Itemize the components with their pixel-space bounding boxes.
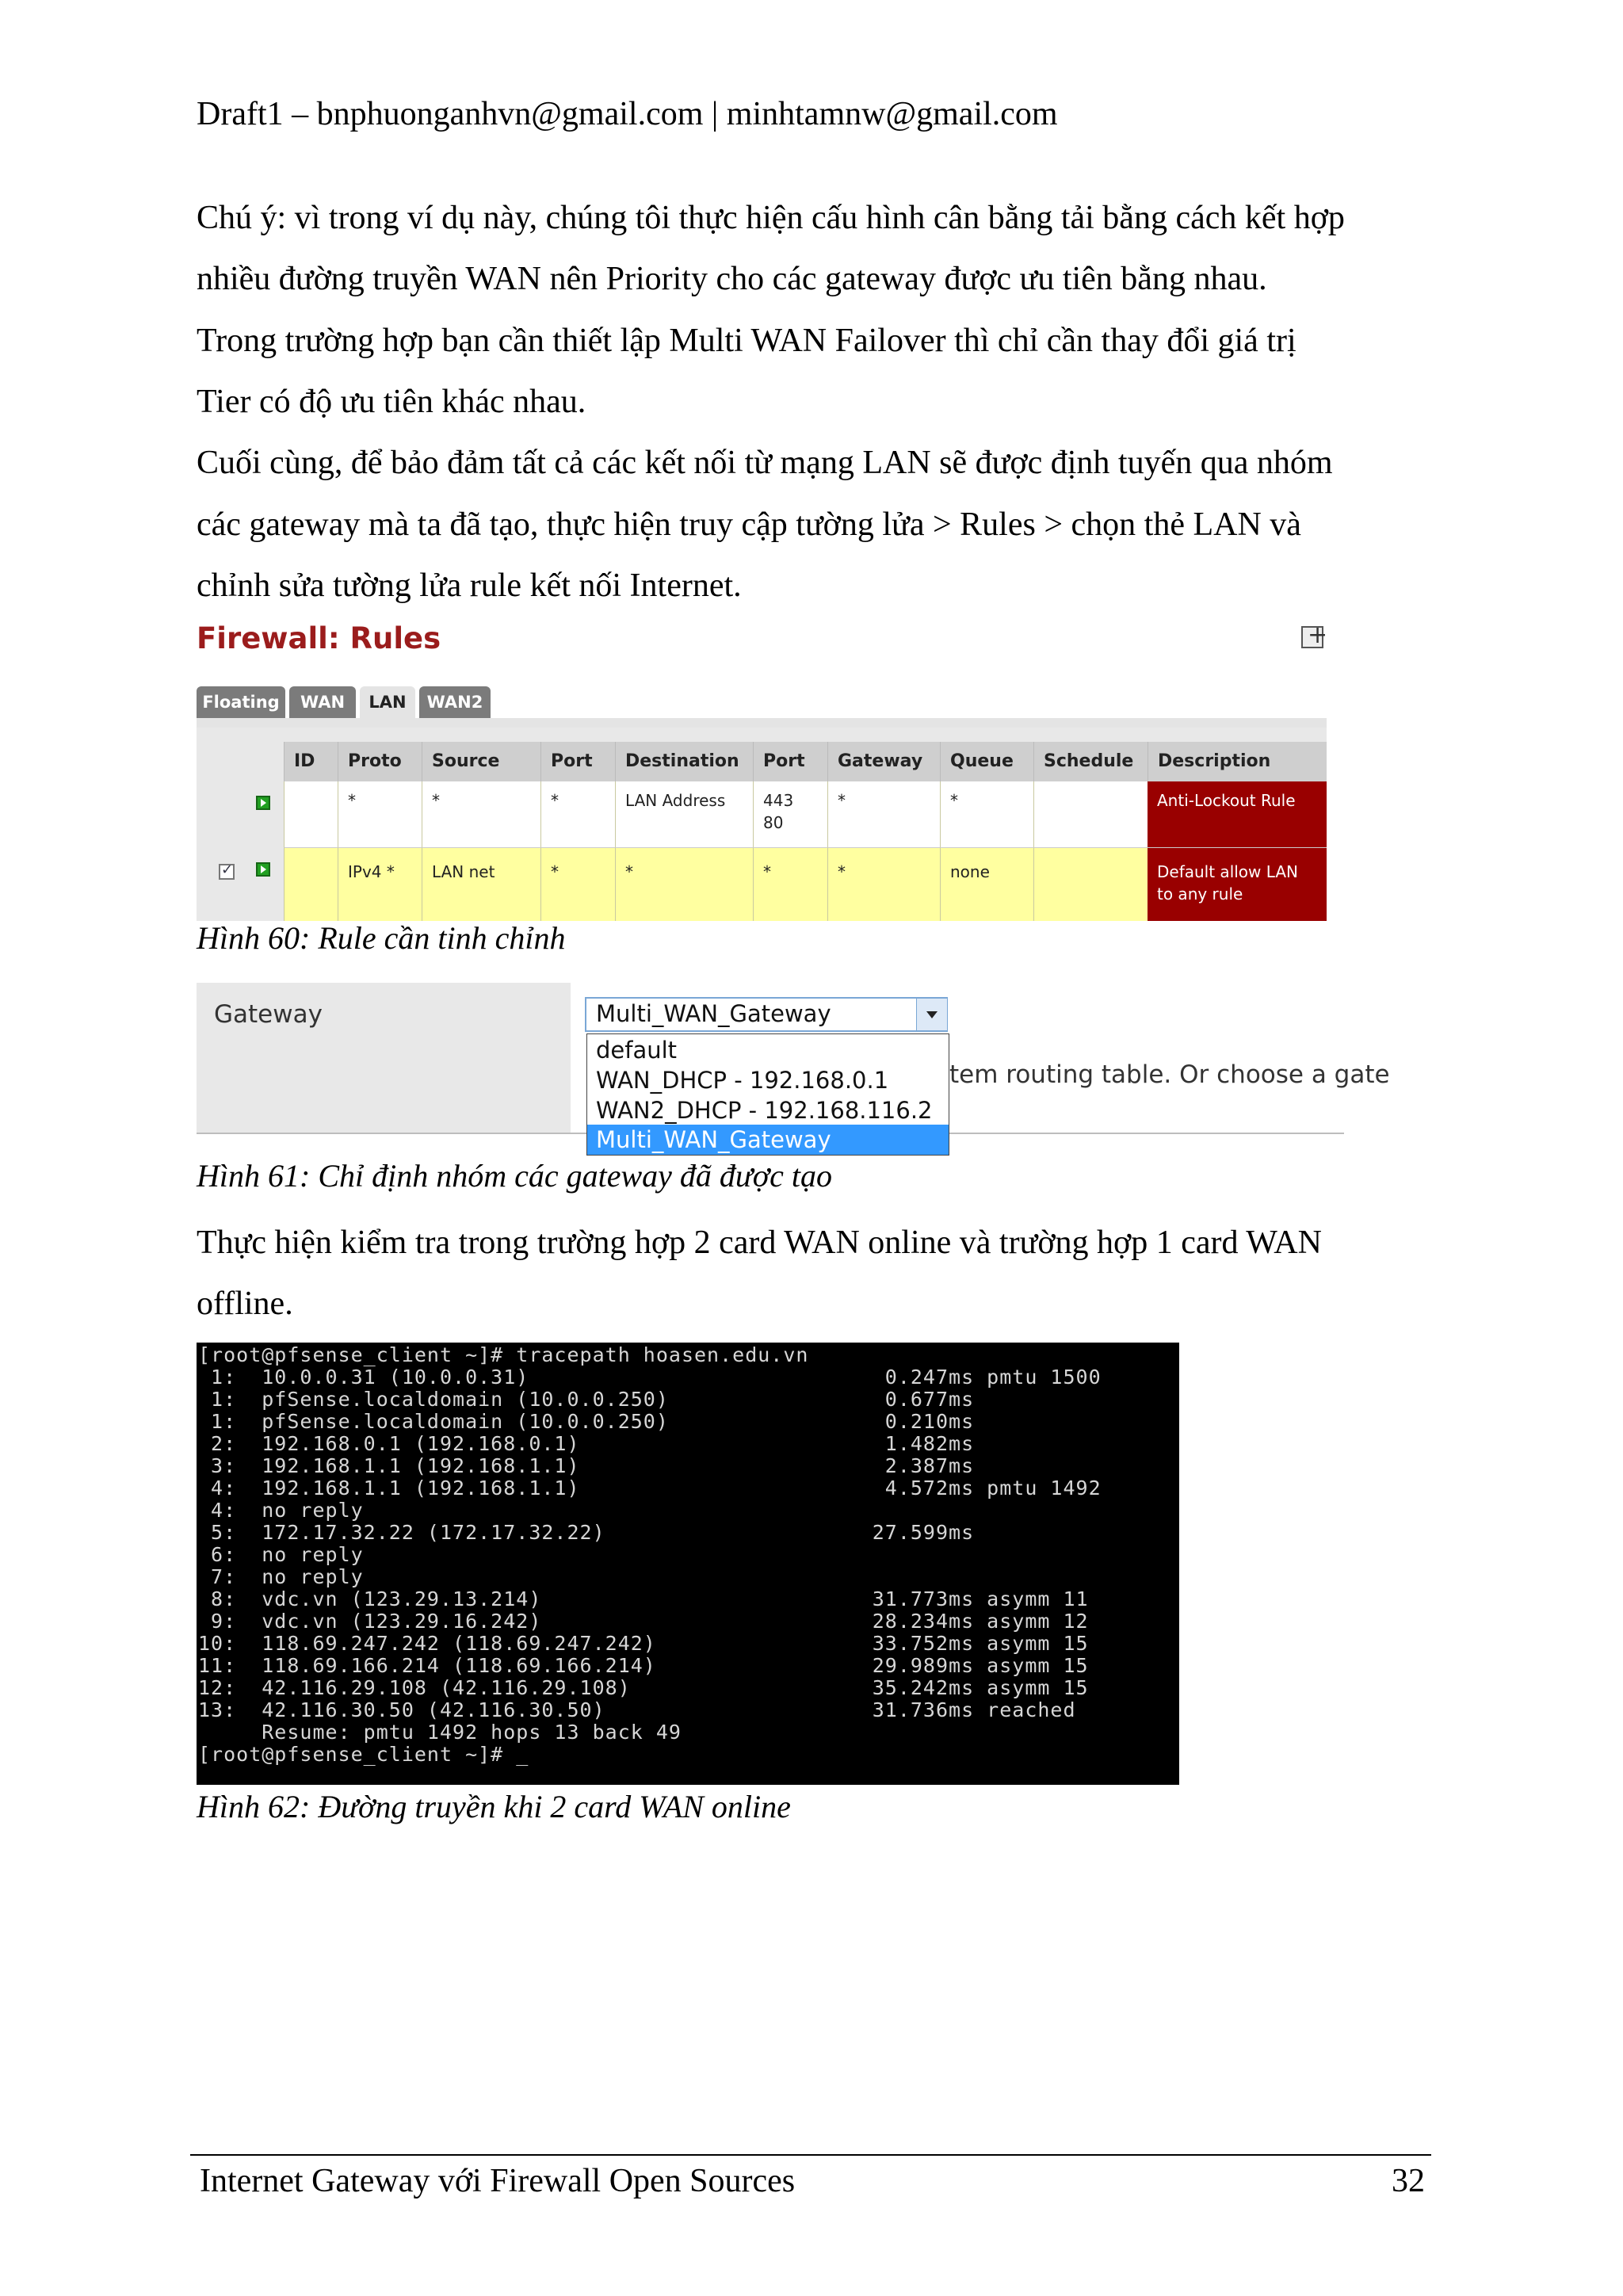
firewall-rules-table	[197, 728, 1327, 921]
figure-caption: Hình 62: Đường truyền khi 2 card WAN online	[197, 1789, 791, 1824]
paragraph-line: Cuối cùng, để bảo đảm tất cả các kết nối từ mạng LAN sẽ được định tuyến qua nhóm	[197, 445, 1333, 481]
table-cell: *	[940, 781, 1033, 848]
terminal-line: 13: 42.116.30.50 (42.116.30.50) 31.736ms reached	[198, 1698, 1076, 1721]
table-cell: *	[540, 781, 615, 848]
table-cell: 443 80	[753, 781, 827, 848]
firewall-rules-title: Firewall: Rules	[197, 621, 441, 655]
figure-caption: Hình 61: Chỉ định nhóm các gateway đã được tạo	[197, 1158, 832, 1194]
terminal-line: 7: no reply	[198, 1565, 364, 1588]
table-cell: *	[540, 848, 615, 921]
gateway-help-text: tem routing table. Or choose a gate	[949, 1060, 1390, 1089]
table-cell: LAN net	[422, 848, 540, 921]
gateway-select-value: Multi_WAN_Gateway	[596, 1000, 831, 1027]
tab-wan2[interactable]: WAN2	[419, 686, 491, 718]
table-cell: *	[422, 781, 540, 848]
terminal-line: 4: no reply	[198, 1499, 364, 1522]
rule-description: Anti-Lockout Rule	[1148, 781, 1327, 848]
gateway-option-selected[interactable]: Multi_WAN_Gateway	[596, 1126, 831, 1153]
paragraph-line: các gateway mà ta đã tạo, thực hiện truy cập tường lửa > Rules > chọn thẻ LAN và	[197, 506, 1301, 543]
table-cell: *	[827, 848, 940, 921]
column-header-source: Source	[422, 742, 540, 781]
tab-lan[interactable]: LAN	[360, 686, 415, 718]
paragraph-line: offline.	[197, 1286, 293, 1322]
column-header-description: Description	[1148, 742, 1327, 781]
terminal-line: 1: pfSense.localdomain (10.0.0.250) 0.210ms	[198, 1410, 975, 1433]
rule-select-checkbox[interactable]	[219, 864, 235, 880]
paragraph-line: Chú ý: vì trong ví dụ này, chúng tôi thực hiện cấu hình cân bằng tải bằng cách kết hợp	[197, 200, 1345, 236]
paragraph-line: Thực hiện kiểm tra trong trường hợp 2 card WAN online và trường hợp 1 card WAN	[197, 1224, 1322, 1261]
rule-description: Default allow LAN to any rule	[1148, 848, 1327, 921]
footer-title: Internet Gateway với Firewall Open Sources	[200, 2163, 796, 2199]
column-header-destination: Destination	[615, 742, 753, 781]
pass-icon	[256, 862, 270, 877]
terminal-line: 5: 172.17.32.22 (172.17.32.22) 27.599ms	[198, 1521, 975, 1544]
gateway-option[interactable]: WAN2_DHCP - 192.168.116.2	[596, 1097, 933, 1124]
table-cell: LAN Address	[615, 781, 753, 848]
terminal-line: 1: pfSense.localdomain (10.0.0.250) 0.677ms	[198, 1388, 975, 1411]
table-cell: IPv4 *	[338, 848, 422, 921]
page-number: 32	[1392, 2163, 1425, 2199]
table-cell	[284, 781, 338, 848]
table-cell: *	[615, 848, 753, 921]
terminal-line: 2: 192.168.0.1 (192.168.0.1) 1.482ms	[198, 1432, 975, 1455]
pass-icon	[256, 796, 270, 810]
add-rule-icon[interactable]	[1301, 626, 1323, 648]
terminal-line: 9: vdc.vn (123.29.16.242) 28.234ms asymm 12	[198, 1610, 1089, 1633]
terminal-line: 11: 118.69.166.214 (118.69.166.214) 29.989ms asymm 15	[198, 1654, 1089, 1677]
column-header-gateway: Gateway	[827, 742, 940, 781]
terminal-line: [root@pfsense_client ~]# tracepath hoasen.edu.vn	[198, 1343, 809, 1366]
table-cell: *	[338, 781, 422, 848]
terminal-line: 3: 192.168.1.1 (192.168.1.1) 2.387ms	[198, 1454, 975, 1477]
table-cell	[1033, 848, 1148, 921]
paragraph-line: chỉnh sửa tường lửa rule kết nối Internet.	[197, 567, 742, 604]
terminal-line: 12: 42.116.29.108 (42.116.29.108) 35.242ms asymm 15	[198, 1676, 1089, 1699]
gateway-label: Gateway	[214, 1000, 323, 1029]
table-cell: none	[940, 848, 1033, 921]
paragraph-line: nhiều đường truyền WAN nên Priority cho các gateway được ưu tiên bằng nhau.	[197, 261, 1267, 297]
table-cell	[1033, 781, 1148, 848]
table-cell: *	[827, 781, 940, 848]
chevron-down-icon[interactable]	[916, 999, 947, 1030]
gateway-option[interactable]: default	[596, 1037, 678, 1064]
terminal-line: 8: vdc.vn (123.29.13.214) 31.773ms asymm 11	[198, 1587, 1089, 1610]
terminal-line: 10: 118.69.247.242 (118.69.247.242) 33.752ms asymm 15	[198, 1632, 1089, 1655]
column-header-id: ID	[284, 742, 338, 781]
column-header-queue: Queue	[940, 742, 1033, 781]
table-cell	[284, 848, 338, 921]
column-header-proto: Proto	[338, 742, 422, 781]
page-header: Draft1 – bnphuonganhvn@gmail.com | minhtamnw@gmail.com	[197, 96, 1058, 132]
tab-floating[interactable]: Floating	[197, 686, 285, 718]
terminal-line: 6: no reply	[198, 1543, 364, 1566]
tab-strip	[197, 718, 1327, 728]
column-header-port: Port	[753, 742, 827, 781]
paragraph-line: Tier có độ ưu tiên khác nhau.	[197, 384, 586, 420]
terminal-line: 1: 10.0.0.31 (10.0.0.31) 0.247ms pmtu 1500	[198, 1366, 1102, 1389]
footer-divider	[190, 2154, 1431, 2156]
paragraph-line: Trong trường hợp bạn cần thiết lập Multi WAN Failover thì chỉ cần thay đổi giá trị	[197, 323, 1296, 359]
gateway-option[interactable]: WAN_DHCP - 192.168.0.1	[596, 1067, 889, 1094]
figure-caption: Hình 60: Rule cần tinh chỉnh	[197, 920, 566, 956]
table-cell: *	[753, 848, 827, 921]
column-header-schedule: Schedule	[1033, 742, 1148, 781]
tab-wan[interactable]: WAN	[289, 686, 356, 718]
terminal-line: [root@pfsense_client ~]# _	[198, 1743, 529, 1766]
terminal-line: Resume: pmtu 1492 hops 13 back 49	[198, 1721, 682, 1744]
column-header-port: Port	[540, 742, 615, 781]
terminal-line: 4: 192.168.1.1 (192.168.1.1) 4.572ms pmtu 1492	[198, 1477, 1102, 1499]
